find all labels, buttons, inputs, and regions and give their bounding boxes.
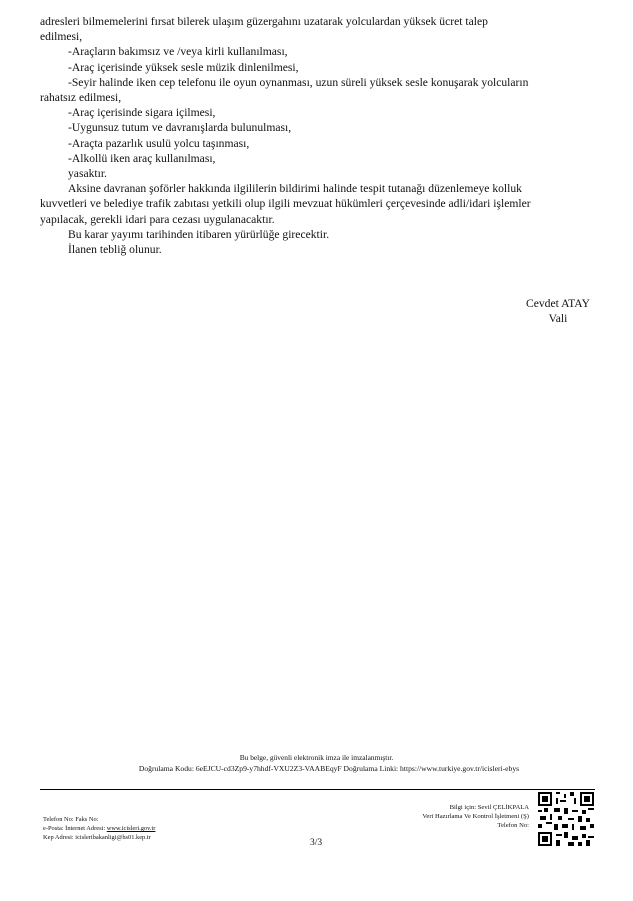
notice-paragraph: İlanen tebliğ olunur. (68, 243, 162, 257)
qr-code-icon (538, 792, 594, 846)
e-signature-statement: Bu belge, güvenli elektronik imza ile imzalanmıştır. (239, 753, 394, 762)
prohibition-item: -Araç içerisinde sigara içilmesi, (68, 106, 216, 120)
prohibition-item: -Seyir halinde iken cep telefonu ile oyun oynanması, uzun süreli yüksek sesle konuşarak yolcuların (68, 75, 529, 89)
signatory-name: Cevdet ATAY (525, 297, 590, 310)
website-link[interactable]: www.icisleri.gov.tr (106, 825, 156, 832)
verification-code: Doğrulama Kodu: 6eEJCU-cd3Zp9-y7hhdf-VXU2Z3-VAABEqyF Doğrulama Linki: https://www.turkiye.gov.tr/icisleri-ebys (138, 764, 520, 773)
prohibition-item: -Araç içerisinde yüksek sesle müzik dinlenilmesi, (68, 60, 299, 74)
footer-email-web (43, 824, 155, 833)
info-contact-phone: Telefon No: (497, 822, 529, 829)
prohibition-item: -Araçların bakımsız ve /veya kirli kullanılması, (68, 45, 288, 59)
e-signature-notice (0, 752, 633, 774)
paragraph-line: kuvvetleri ve belediye trafik zabıtası yetkili olup ilgili mevzuat hükümleri çerçevesinde adli/idari işlemler (40, 197, 531, 211)
prohibition-conclusion: yasaktır. (68, 167, 107, 181)
prohibition-item: -Alkollü iken araç kullanılması, (68, 151, 216, 165)
info-contact-name: Bilgi için: Sevil ÇELİKPALA (449, 804, 529, 811)
prohibition-item: -Uygunsuz tutum ve davranışlarda bulunulması, (68, 121, 292, 135)
footer-contact (43, 815, 155, 842)
paragraph-line: adresleri bilmemelerini fırsat bilerek ulaşım güzergahını uzatarak yolculardan yüksek ücret talep (40, 15, 488, 28)
paragraph-line: Aksine davranan şoförler hakkında ilgililerin bildirimi halinde tespit tutanağı düzenlemeye kolluk (68, 182, 522, 196)
prohibition-item: -Araçta pazarlık usulü yolcu taşınması, (68, 136, 250, 150)
paragraph-line: yapılacak, gerekli idari para cezası uygulanacaktır. (40, 212, 275, 226)
footer-email-label: e-Posta: İnternet Adresi: (43, 825, 107, 832)
footer-divider (40, 789, 595, 790)
footer-kep-address: Kep Adresi: icisleribakanligi@hs01.kep.tr (43, 834, 151, 841)
signatory-title: Vali (548, 312, 568, 325)
paragraph-line: edilmesi, (40, 30, 83, 44)
info-contact-role: Veri Hazırlama Ve Kontrol İşletmeni (Ş) (422, 813, 529, 820)
effective-date-paragraph: Bu karar yayımı tarihinden itibaren yürürlüğe girecektir. (68, 227, 330, 241)
page-number: 3/3 (310, 838, 323, 848)
signature-block (526, 296, 590, 326)
footer-info-contact (422, 803, 529, 830)
prohibition-item-continuation: rahatsız edilmesi, (40, 91, 122, 105)
decree-body (40, 14, 595, 257)
footer-phone-fax: Telefon No: Faks No: (43, 816, 99, 823)
